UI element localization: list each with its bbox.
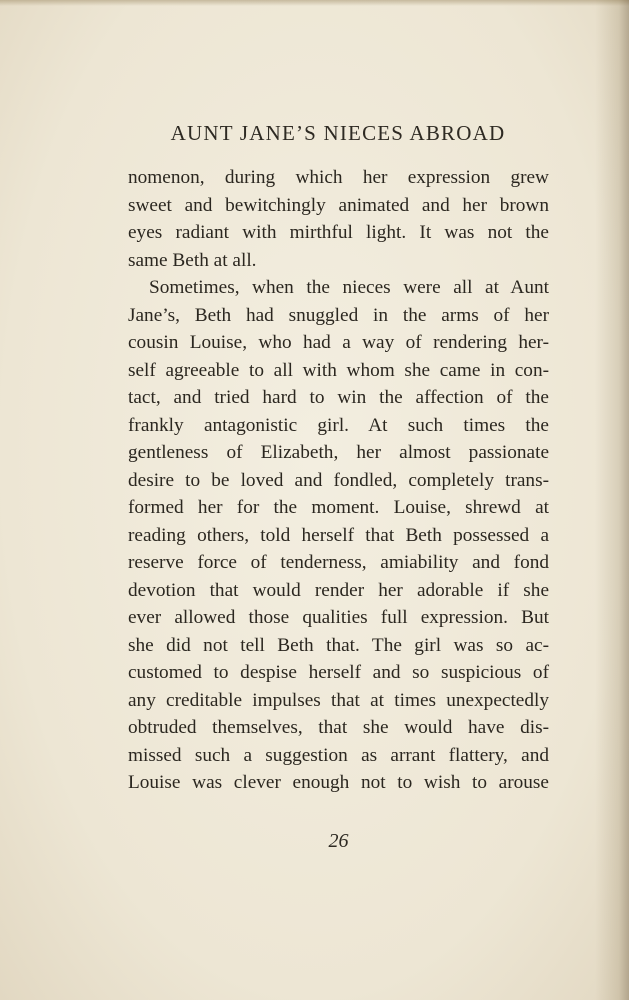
- text-line: same Beth at all.: [128, 249, 257, 271]
- page-number: 26: [328, 830, 349, 852]
- text-line: missed such a suggestion as arrant flattery, and: [128, 744, 549, 766]
- text-line: reserve force of tenderness, amiability and fond: [128, 552, 549, 573]
- text-line: tact, and tried hard to win the affection of the: [128, 387, 549, 408]
- text-line: she did not tell Beth that. The girl was so ac-: [128, 634, 549, 656]
- text-line: cousin Louise, who had a way of rendering her-: [128, 332, 549, 353]
- text-line: self agreeable to all with whom she came in con-: [128, 359, 549, 381]
- text-line: formed her for the moment. Louise, shrewd at: [128, 497, 549, 518]
- text-line: customed to despise herself and so suspicious of: [128, 662, 549, 683]
- text-line: desire to be loved and fondled, completely trans-: [128, 469, 549, 491]
- text-line: Louise was clever enough not to wish to arouse: [128, 772, 549, 793]
- text-line: devotion that would render her adorable if she: [128, 579, 549, 601]
- text-line: Jane’s, Beth had snuggled in the arms of her: [128, 304, 549, 326]
- text-line: Sometimes, when the nieces were all at Aunt: [149, 277, 549, 298]
- text-line: ever allowed those qualities full expression. But: [128, 607, 549, 628]
- text-line: sweet and bewitchingly animated and her brown: [128, 194, 549, 216]
- text-line: frankly antagonistic girl. At such times the: [128, 414, 549, 436]
- text-line: nomenon, during which her expression grew: [128, 167, 549, 188]
- text-line: any creditable impulses that at times unexpectedly: [128, 689, 549, 711]
- text-line: eyes radiant with mirthful light. It was not the: [128, 222, 549, 243]
- running-head: AUNT JANE’S NIECES ABROAD: [170, 121, 506, 145]
- text-line: obtruded themselves, that she would have dis-: [128, 717, 549, 738]
- text-line: reading others, told herself that Beth possessed a: [128, 524, 549, 546]
- body-text: [128, 164, 549, 797]
- text-line: gentleness of Elizabeth, her almost passionate: [128, 442, 549, 463]
